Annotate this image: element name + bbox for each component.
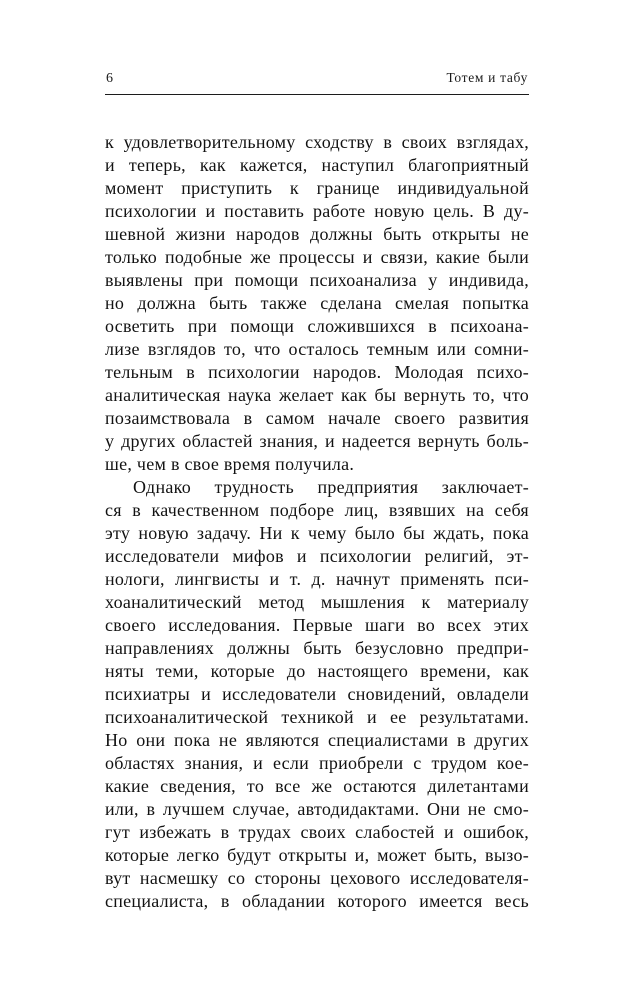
text-line: к удовлетворительному сходству в своих взглядах, (105, 132, 529, 152)
text-line: выявлены при помощи психоанализа у индивида, (105, 270, 529, 290)
text-line: момент приступить к границе индивидуальной (105, 178, 529, 198)
text-line: но должна быть также сделана смелая попытка (105, 293, 529, 313)
paragraph (105, 476, 529, 913)
text-line: эту новую задачу. Ни к чему было бы ждать, пока (105, 523, 529, 543)
text-line: ся в качественном подборе лиц, взявших на себя (105, 500, 529, 520)
text-line: Но они пока не являются специалистами в других (105, 730, 529, 750)
text-line: тельным в психологии народов. Молодая психо- (105, 362, 529, 382)
text-line: вут насмешку со стороны цехового исследователя- (105, 868, 529, 888)
page-number: 6 (106, 71, 114, 86)
text-line: психоаналитической техникой и ее результатами. (105, 707, 529, 727)
header-rule (105, 94, 529, 95)
text-line: областях знания, и если приобрели с трудом кое- (105, 753, 529, 773)
text-line: какие сведения, то все же остаются дилетантами (105, 776, 529, 796)
text-line: или, в лучшем случае, автодидактами. Они не смо- (105, 799, 529, 819)
text-line: осветить при помощи сложившихся в психоана- (105, 316, 529, 336)
text-line: няты теми, которые до настоящего времени, как (105, 661, 529, 681)
text-line: которые легко будут открыты и, может быть, вызо- (105, 845, 529, 865)
text-line: психиатры и исследователи сновидений, овладели (105, 684, 529, 704)
text-line: направлениях должны быть безусловно предпри- (105, 638, 529, 658)
text-line: шевной жизни народов должны быть открыты не (105, 224, 529, 244)
body-text (105, 131, 529, 913)
text-line: гут избежать в трудах своих слабостей и ошибок, (105, 822, 529, 842)
text-line: позаимствовала в самом начале своего развития (105, 408, 529, 428)
text-line: психологии и поставить работе новую цель. В ду- (105, 201, 529, 221)
page-header (105, 70, 529, 94)
text-line: аналитическая наука желает как бы вернуть то, что (105, 385, 529, 405)
text-line: у других областей знания, и надеется вернуть боль- (105, 431, 529, 451)
text-line: нологи, лингвисты и т. д. начнут применять пси- (105, 569, 529, 589)
text-line: и теперь, как кажется, наступил благоприятный (105, 155, 529, 175)
text-line: лизе взглядов то, что осталось темным или сомни- (105, 339, 529, 359)
text-line: только подобные же процессы и связи, какие были (105, 247, 529, 267)
running-title: Тотем и табу (446, 70, 528, 85)
text-line: хоаналитический метод мышления к материалу (105, 592, 529, 612)
text-line: исследователи мифов и психологии религий, эт- (105, 546, 529, 566)
text-line: ше, чем в свое время получила. (105, 454, 355, 474)
paragraph (105, 131, 529, 476)
text-line: специалиста, в обладании которого имеется весь (105, 891, 529, 911)
text-line: своего исследования. Первые шаги во всех этих (105, 615, 529, 635)
text-line: Однако трудность предприятия заключает- (133, 477, 529, 497)
